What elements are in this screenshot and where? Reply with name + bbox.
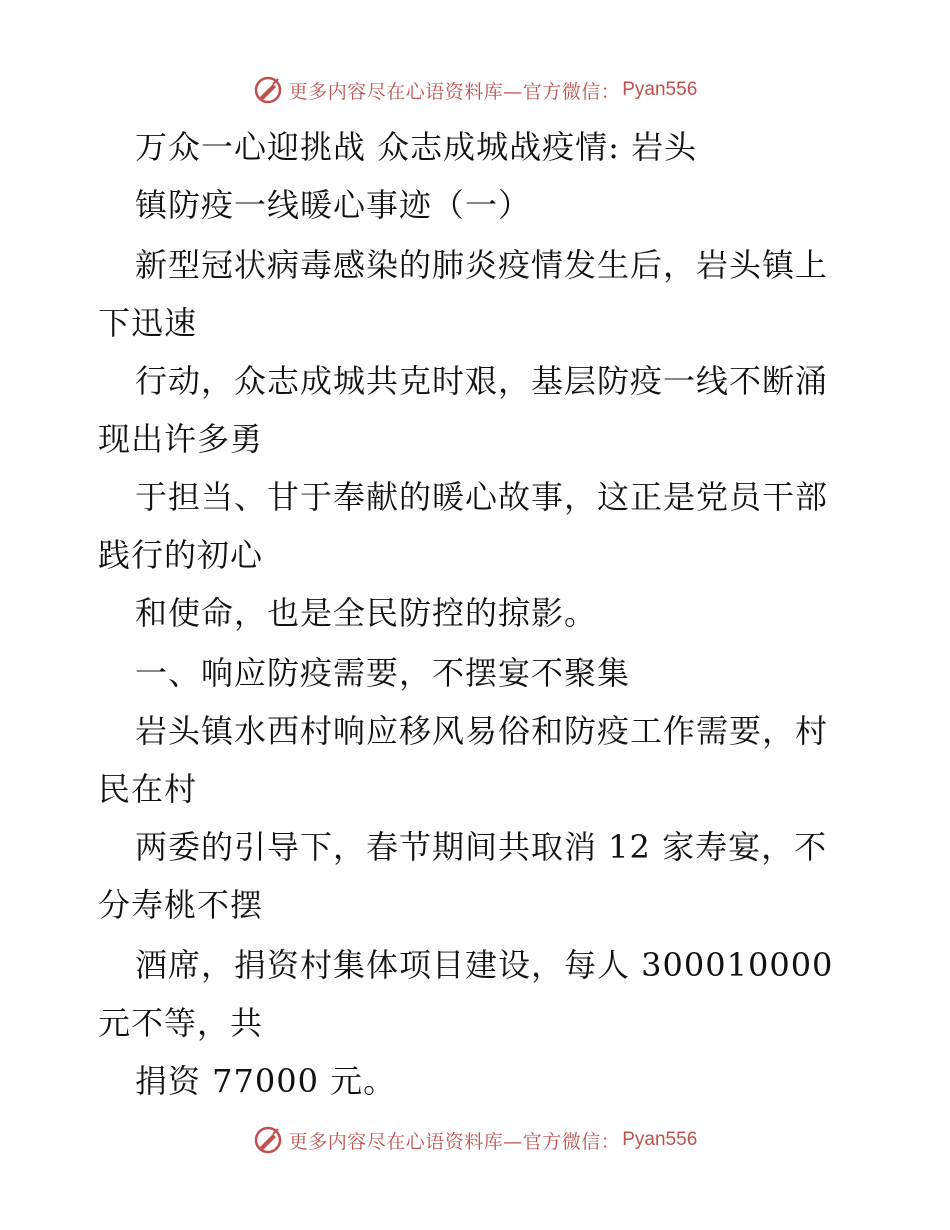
quill-logo-icon xyxy=(253,75,283,105)
paragraph-line: 现出许多勇 xyxy=(98,420,264,458)
paragraph-line: 岩头镇水西村响应移风易俗和防疫工作需要，村 xyxy=(135,712,829,750)
title-line-1: 万众一心迎挑战 众志成城战疫情: 岩头 xyxy=(135,128,698,166)
paragraph-line: 和使命，也是全民防控的掠影。 xyxy=(135,594,598,632)
paragraph-line: 新型冠状病毒感染的肺炎疫情发生后，岩头镇上 xyxy=(135,246,829,284)
paragraph-line: 行动，众志成城共克时艰，基层防疫一线不断涌 xyxy=(135,362,829,400)
paragraph-line: 于担当、甘于奉献的暖心故事，这正是党员干部 xyxy=(135,478,829,516)
footer-watermark xyxy=(0,1120,950,1160)
paragraph-line: 分寿桃不摆 xyxy=(98,886,264,924)
paragraph-line: 践行的初心 xyxy=(98,536,264,574)
paragraph-line: 两委的引导下，春节期间共取消 12 家寿宴，不 xyxy=(135,828,828,866)
watermark-wechat-id: Pyan556 xyxy=(622,79,698,100)
paragraph-line: 下迅速 xyxy=(98,304,198,342)
title-line-2: 镇防疫一线暖心事迹（一） xyxy=(135,186,532,224)
quill-logo-icon xyxy=(253,1125,283,1155)
watermark-text: 更多内容尽在心语资料库—官方微信： xyxy=(288,80,621,103)
watermark-wechat-id: Pyan556 xyxy=(622,1129,698,1150)
paragraph-line: 捐资 77000 元。 xyxy=(135,1062,397,1100)
paragraph-line: 民在村 xyxy=(98,770,198,808)
watermark-text: 更多内容尽在心语资料库—官方微信： xyxy=(288,1130,621,1153)
header-watermark xyxy=(0,70,950,110)
paragraph-line: 酒席，捐资村集体项目建设，每人 300010000 xyxy=(135,946,834,984)
paragraph-line: 元不等，共 xyxy=(98,1004,264,1042)
section-heading: 一、响应防疫需要，不摆宴不聚集 xyxy=(135,654,631,692)
